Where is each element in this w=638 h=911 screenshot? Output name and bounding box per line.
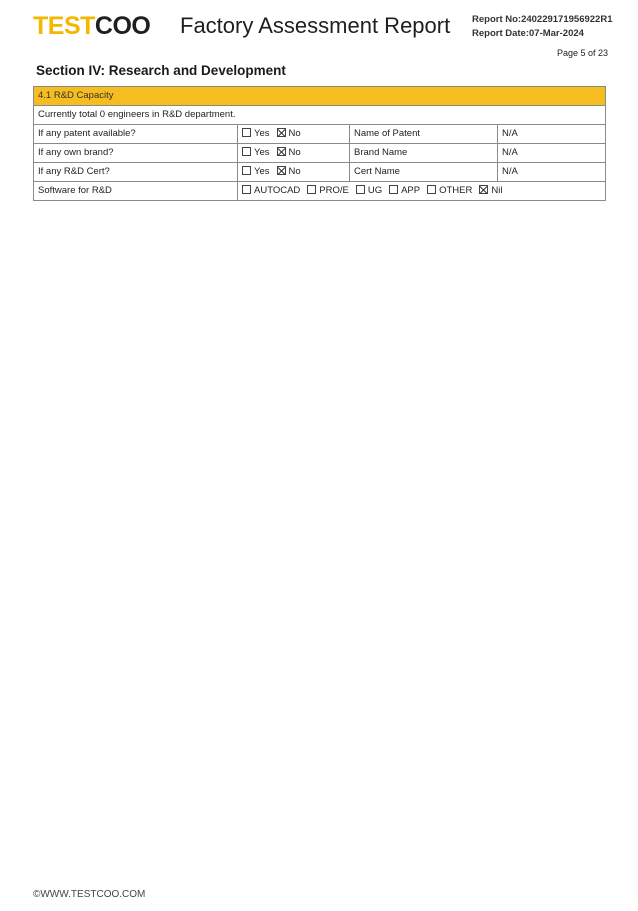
- checkbox-autocad-icon[interactable]: [242, 185, 251, 194]
- field-value: N/A: [498, 163, 606, 182]
- option-yes[interactable]: [242, 144, 270, 162]
- option-no[interactable]: [277, 125, 301, 143]
- logo-test-text: TEST: [33, 12, 95, 40]
- logo-coo-text: COO: [94, 12, 151, 40]
- row-question: If any own brand?: [34, 144, 238, 163]
- report-date: Report Date:07-Mar-2024: [472, 28, 584, 39]
- table-row-cert: [34, 163, 606, 182]
- table-row-patent: [34, 125, 606, 144]
- yes-no-options: [238, 125, 350, 144]
- report-number: Report No:240229171956922R1: [472, 14, 613, 25]
- report-meta: [472, 13, 612, 41]
- checkbox-no-icon[interactable]: [277, 128, 286, 137]
- report-title: Factory Assessment Report: [180, 13, 451, 38]
- rd-capacity-table: [33, 86, 606, 201]
- row-question: If any R&D Cert?: [34, 163, 238, 182]
- option-label: No: [288, 147, 301, 158]
- field-label: Brand Name: [350, 144, 498, 163]
- checkbox-yes-icon[interactable]: [242, 147, 251, 156]
- option-label: PRO/E: [319, 185, 349, 196]
- option-no[interactable]: [277, 163, 301, 181]
- testcoo-logo: [33, 12, 150, 40]
- table-heading: 4.1 R&D Capacity: [34, 87, 606, 106]
- page-number: Page 5 of 23: [556, 48, 608, 58]
- checkbox-yes-icon[interactable]: [242, 166, 251, 175]
- table-row: [34, 106, 606, 125]
- field-value: N/A: [498, 144, 606, 163]
- option-nil[interactable]: [479, 182, 502, 200]
- row-question: If any patent available?: [34, 125, 238, 144]
- checkbox-proe-icon[interactable]: [307, 185, 316, 194]
- yes-no-options: [238, 163, 350, 182]
- checkbox-no-icon[interactable]: [277, 147, 286, 156]
- option-label: AUTOCAD: [254, 185, 301, 196]
- option-autocad[interactable]: [242, 182, 300, 200]
- option-label: No: [288, 166, 301, 177]
- engineer-summary: Currently total 0 engineers in R&D department.: [34, 106, 606, 125]
- report-header: [33, 10, 613, 42]
- table-heading-row: [34, 87, 606, 106]
- field-value: N/A: [498, 125, 606, 144]
- option-proe[interactable]: [307, 182, 349, 200]
- option-label: Nil: [491, 185, 503, 196]
- checkbox-no-icon[interactable]: [277, 166, 286, 175]
- field-label: Cert Name: [350, 163, 498, 182]
- row-question: Software for R&D: [34, 182, 238, 201]
- software-options: [238, 182, 606, 201]
- checkbox-other-icon[interactable]: [427, 185, 436, 194]
- checkbox-nil-icon[interactable]: [479, 185, 488, 194]
- checkbox-app-icon[interactable]: [389, 185, 398, 194]
- checkbox-ug-icon[interactable]: [356, 185, 365, 194]
- option-label: Yes: [254, 147, 270, 158]
- footer-website: ©WWW.TESTCOO.COM: [33, 889, 146, 900]
- option-label: UG: [367, 185, 383, 196]
- section-title: Section IV: Research and Development: [36, 63, 286, 78]
- option-label: No: [288, 128, 301, 139]
- field-label: Name of Patent: [350, 125, 498, 144]
- option-yes[interactable]: [242, 163, 270, 181]
- option-label: Yes: [254, 166, 270, 177]
- option-yes[interactable]: [242, 125, 270, 143]
- table-row-software: [34, 182, 606, 201]
- checkbox-yes-icon[interactable]: [242, 128, 251, 137]
- option-other[interactable]: [427, 182, 472, 200]
- option-label: APP: [401, 185, 421, 196]
- option-label: OTHER: [439, 185, 473, 196]
- option-ug[interactable]: [356, 182, 382, 200]
- yes-no-options: [238, 144, 350, 163]
- option-no[interactable]: [277, 144, 301, 162]
- option-label: Yes: [254, 128, 270, 139]
- table-row-brand: [34, 144, 606, 163]
- option-app[interactable]: [389, 182, 420, 200]
